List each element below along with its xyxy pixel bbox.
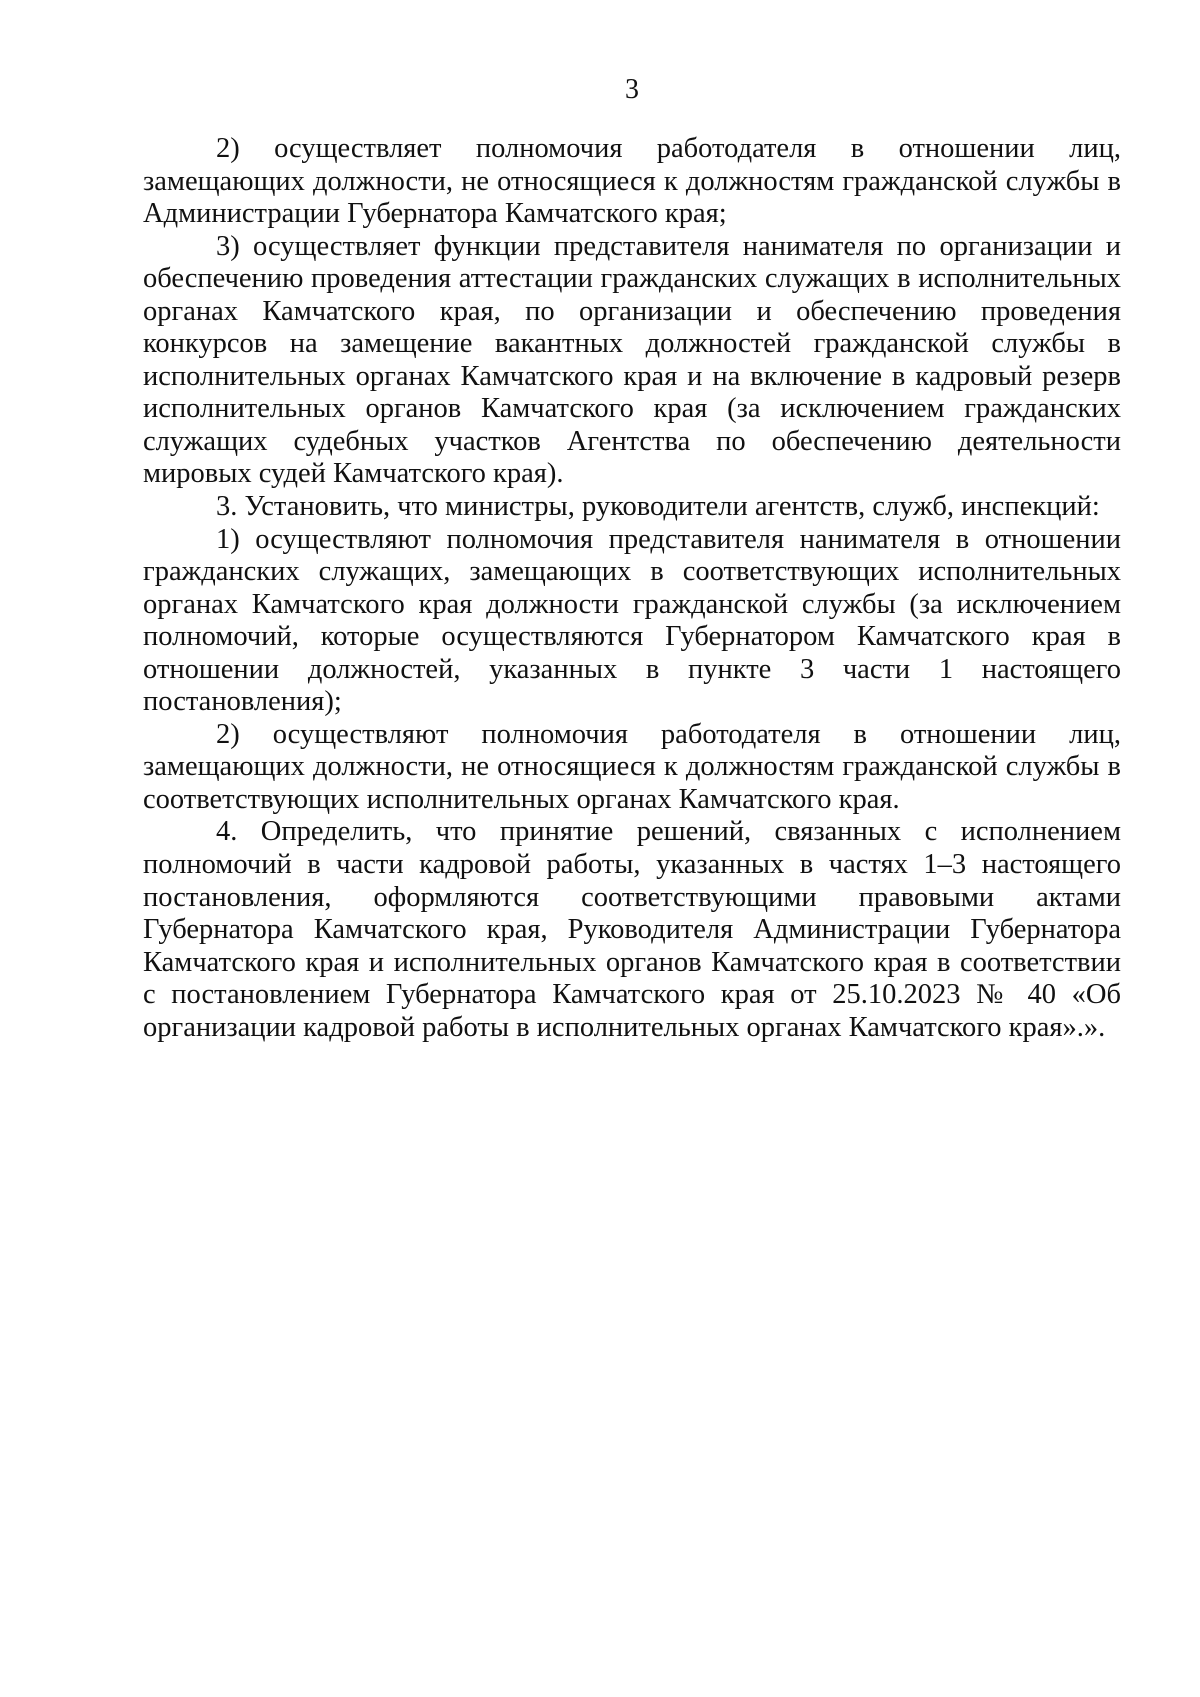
paragraph-clause-3-establish: 3. Установить, что министры, руководители агентств, служб, инспекций: <box>216 491 1100 523</box>
paragraph-item-3-representative-functions: 3) осуществляет функции представителя нанимателя по организации и обеспечению проведения аттестации гражданских служащих в исполнительных органах Камчатского края, по организации и обеспечению проведения конкурсов на замещение вакантных должностей гражданской службы в исполнительных органах Камчатского края и на включение в кадровый резерв исполнительных органов Камчатского края (за исключением гражданских служащих судебных участков Агентства по обеспечению деятельности мировых судей Камчатского края). <box>143 230 1121 490</box>
paragraph-item-2-ministers-employer: 2) осуществляют полномочия работодателя в отношении лиц, замещающих должности, не относящиеся к должностям гражданской службы в соответствующих исполнительных органах Камчатского края. <box>143 718 1121 815</box>
paragraph-item-2-employer-powers: 2) осуществляет полномочия работодателя в отношении лиц, замещающих должности, не относящиеся к должностям гражданской службы в Администрации Губернатора Камчатского края; <box>143 133 1121 230</box>
page-number: 3 <box>625 74 639 105</box>
paragraph-clause-4-determine: 4. Определить, что принятие решений, связанных с исполнением полномочий в части кадровой работы, указанных в частях 1–3 настоящего постановления, оформляются соответствующими правовыми актами Губернатора Камчатского края, Руководителя Администрации Губернатора Камчатского края и исполнительных органов Камчатского края в соответствии с постановлением Губернатора Камчатского края от 25.10.2023 № 40 «Об организации кадровой работы в исполнительных органах Камчатского края».». <box>143 816 1121 1043</box>
paragraph-item-1-ministers-powers: 1) осуществляют полномочия представителя нанимателя в отношении гражданских служащих, замещающих в соответствующих исполнительных органах Камчатского края должности гражданской службы (за исключением полномочий, которые осуществляются Губернатором Камчатского края в отношении должностей, указанных в пункте 3 части 1 настоящего постановления); <box>143 523 1121 718</box>
document-body <box>143 133 1121 1044</box>
